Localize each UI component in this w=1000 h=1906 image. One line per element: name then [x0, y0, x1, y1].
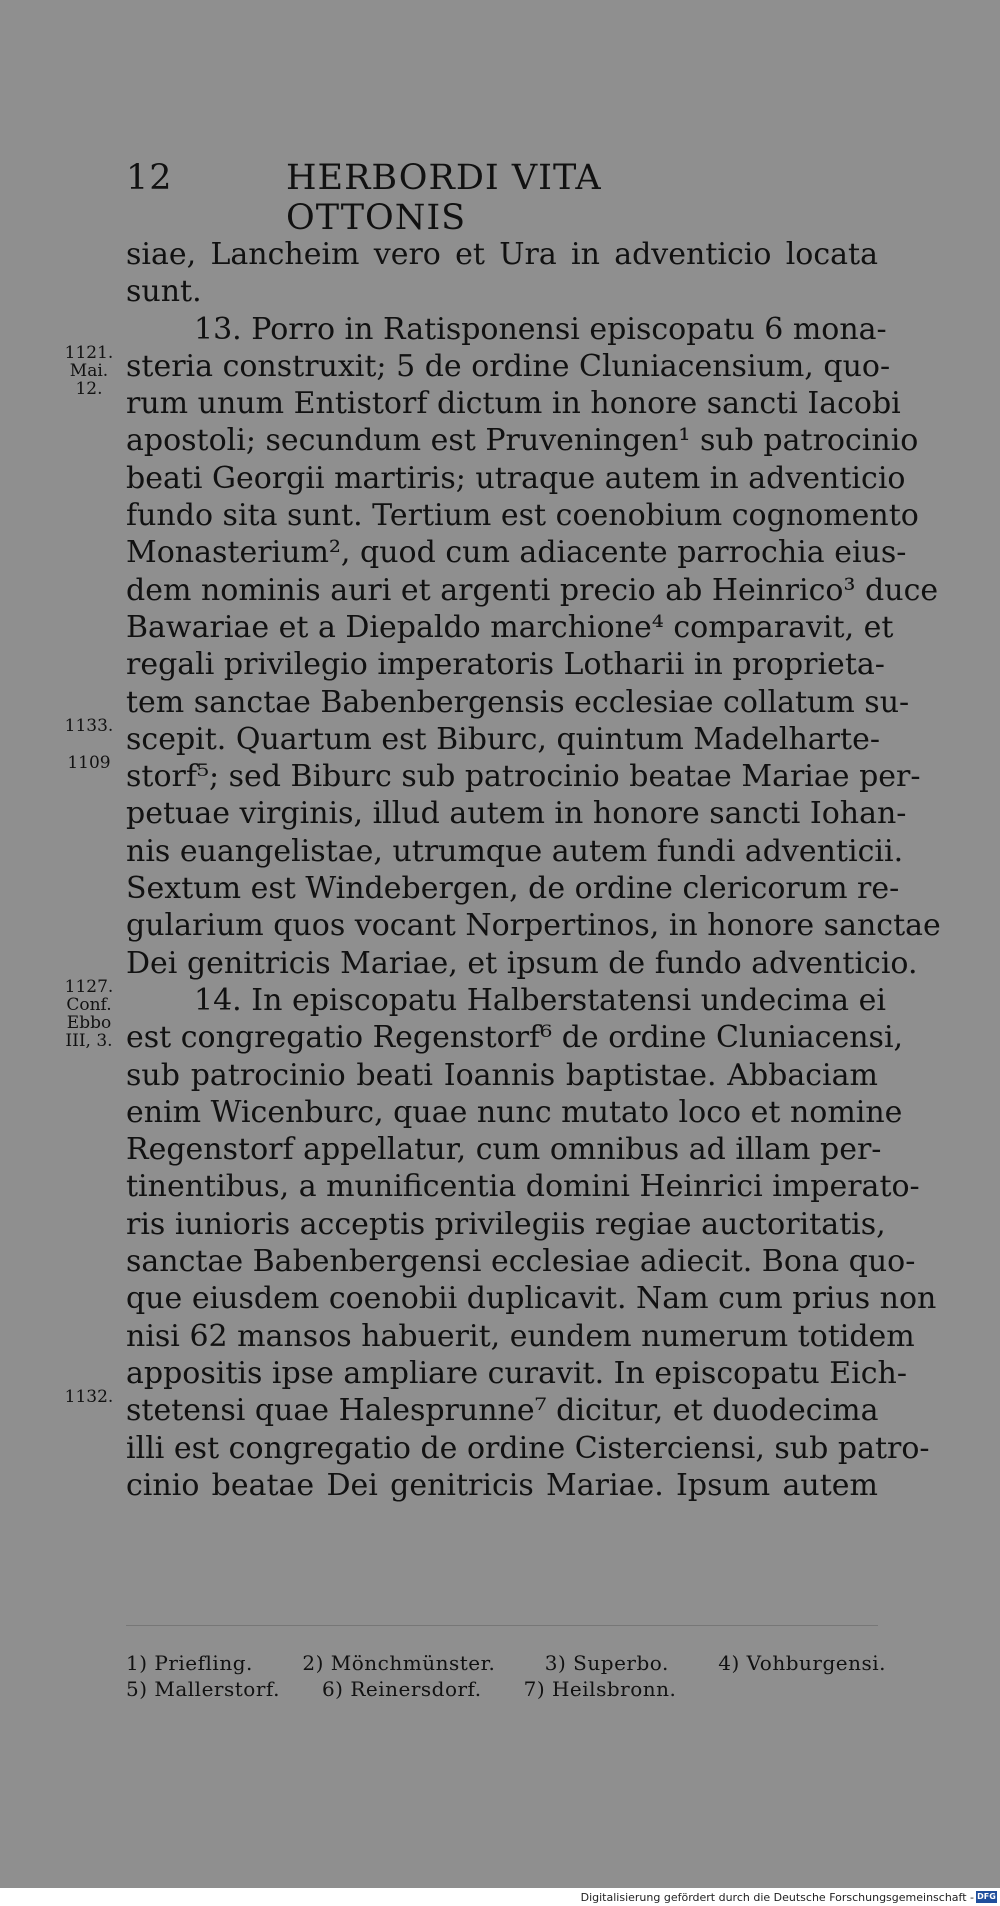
text-line: Regenstorf appellatur, cum omnibus ad illam per- [126, 1132, 882, 1168]
text-line: Sextum est Windebergen, de ordine clericorum re- [126, 871, 900, 907]
page-number: 12 [126, 158, 173, 198]
text-line: fundo sita sunt. Tertium est coenobium cognomento [126, 498, 919, 534]
margin-note: 1121. Mai. 12. [64, 342, 114, 399]
footnotes [126, 1650, 886, 1702]
text-line: stetensi quae Halesprunne⁷ dicitur, et duodecima [126, 1393, 879, 1429]
margin-note: 1132. [64, 1387, 114, 1408]
digitization-footer [0, 1888, 1000, 1906]
text-line: enim Wicenburc, quae nunc mutato loco et nomine [126, 1094, 903, 1130]
text-line: Bawariae et a Diepaldo marchione⁴ comparavit, et [126, 609, 894, 645]
text-line: rum unum Entistorf dictum in honore sancti Iacobi [126, 386, 901, 422]
text-line: storf⁵; sed Biburc sub patrocinio beatae Mariae per- [126, 759, 921, 795]
dfg-credit: Digitalisierung gefördert durch die Deutsche Forschungsgemeinschaft - [580, 1891, 974, 1904]
margin-note: 1127. Conf. Ebbo III, 3. [64, 977, 114, 1051]
text-line: ris iunioris acceptis privilegiis regiae auctoritatis, [126, 1206, 886, 1242]
text-line: sunt. [126, 274, 202, 310]
text-line: cinio beatae Dei genitricis Mariae. Ipsum autem [126, 1467, 878, 1503]
text-line: 14. In episcopatu Halberstatensi undecima ei [194, 982, 886, 1018]
running-head [126, 158, 746, 238]
text-line: scepit. Quartum est Biburc, quintum Madelharte- [126, 721, 880, 757]
text-line: tem sanctae Babenbergensis ecclesiae collatum su- [126, 684, 910, 720]
text-line: siae, Lancheim vero et Ura in adventicio locata [126, 237, 878, 272]
footnote-4: 4) Vohburgensi. [718, 1651, 886, 1675]
footnote-7: 7) Heilsbronn. [523, 1677, 677, 1701]
text-line: est congregatio Regenstorf⁶ de ordine Cluniacensi, [126, 1020, 904, 1056]
text-line: Monasterium², quod cum adiacente parrochia eius- [126, 535, 907, 571]
text-line: appositis ipse ampliare curavit. In episcopatu Eich- [126, 1355, 907, 1391]
footnote-divider [126, 1625, 878, 1626]
footnote-1: 1) Priefling. [126, 1651, 253, 1675]
text-line: steria construxit; 5 de ordine Cluniacensium, quo- [126, 348, 891, 384]
footnote-5: 5) Mallerstorf. [126, 1677, 280, 1701]
footnote-line-2 [126, 1676, 886, 1702]
margin-note: 1109 [67, 753, 111, 774]
text-line: sanctae Babenbergensi ecclesiae adiecit. Bona quo- [126, 1244, 916, 1280]
text-line: gularium quos vocant Norpertinos, in honore sanctae [126, 908, 941, 944]
footnote-line-1 [126, 1650, 886, 1676]
text-line: petuae virginis, illud autem in honore sancti Iohan- [126, 796, 907, 832]
footnote-6: 6) Reinersdorf. [321, 1677, 482, 1701]
text-line: apostoli; secundum est Pruveningen¹ sub patrocinio [126, 423, 919, 459]
running-title: HERBORDI VITA OTTONIS [286, 158, 602, 238]
text-line: illi est congregatio de ordine Cisterciensi, sub patro- [126, 1430, 930, 1466]
footnote-3: 3) Superbo. [544, 1651, 669, 1675]
main-text-block [126, 236, 941, 1504]
footnote-2: 2) Mönchmünster. [302, 1651, 496, 1675]
dfg-logo-icon: DFG [977, 1892, 996, 1901]
text-line: sub patrocinio beati Ioannis baptistae. Abbaciam [126, 1057, 878, 1093]
text-line: regali privilegio imperatoris Lotharii in proprieta- [126, 647, 885, 683]
text-line: dem nominis auri et argenti precio ab Heinrico³ duce [126, 572, 939, 608]
text-line: Dei genitricis Mariae, et ipsum de fundo adventicio. [126, 945, 918, 981]
text-line: que eiusdem coenobii duplicavit. Nam cum prius non [126, 1281, 937, 1317]
text-line: tinentibus, a munificentia domini Heinrici imperato- [126, 1169, 920, 1205]
margin-note: 1133. [64, 715, 114, 736]
text-line: beati Georgii martiris; utraque autem in adventicio [126, 460, 906, 496]
text-line: nisi 62 mansos habuerit, eundem numerum totidem [126, 1318, 915, 1354]
text-line: 13. Porro in Ratisponensi episcopatu 6 mona- [194, 311, 887, 347]
text-line: nis euangelistae, utrumque autem fundi adventicii. [126, 833, 904, 869]
